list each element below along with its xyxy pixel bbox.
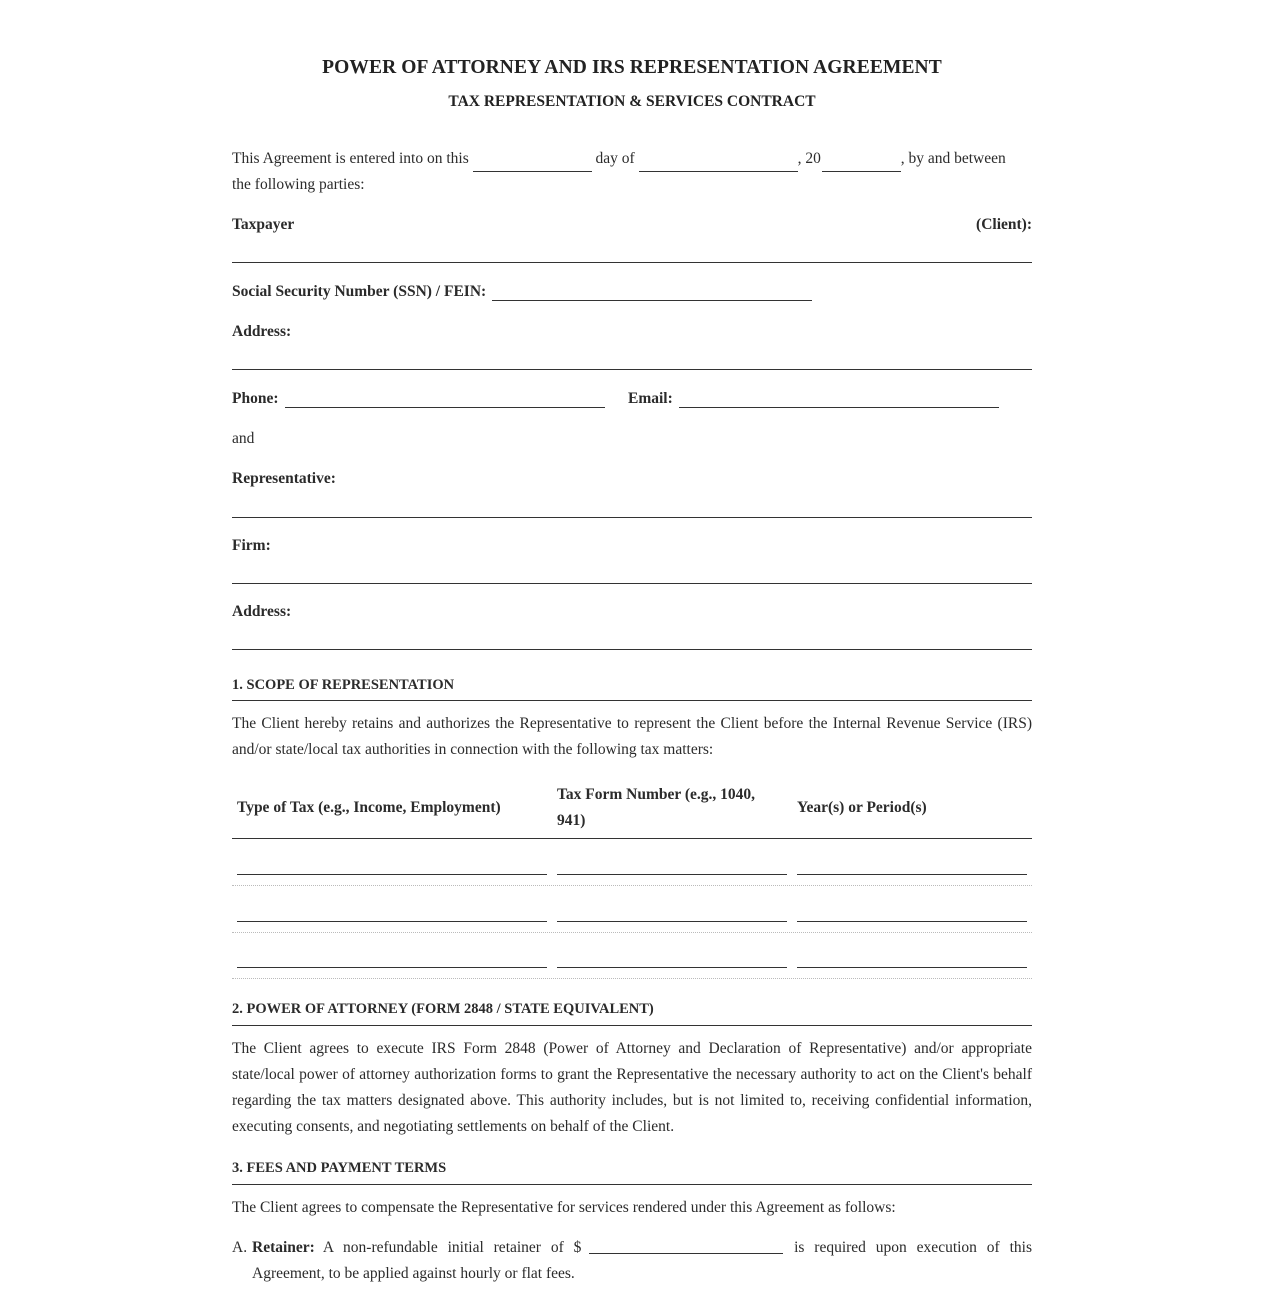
table-row-divider xyxy=(232,885,1032,886)
intro-text-2: day of xyxy=(595,150,635,167)
retainer-text-2: is required upon execution of this xyxy=(794,1239,1032,1256)
taxpayer-name-field[interactable] xyxy=(232,262,1032,263)
section-2-rule xyxy=(232,1025,1032,1026)
representative-label: Representative: xyxy=(232,470,336,487)
table-cell-type-1[interactable] xyxy=(237,874,547,875)
section-3-heading: 3. FEES AND PAYMENT TERMS xyxy=(232,1160,447,1176)
item-a-marker: A. xyxy=(232,1239,248,1256)
table-cell-year-1[interactable] xyxy=(797,874,1027,875)
table-header-form: Tax Form Number (e.g., 1040, 941) xyxy=(557,786,756,829)
taxpayer-label: Taxpayer xyxy=(232,216,295,233)
email-row xyxy=(628,389,999,408)
section-2-heading: 2. POWER OF ATTORNEY (FORM 2848 / STATE EQUIVALENT) xyxy=(232,1001,654,1017)
section-1-rule xyxy=(232,700,1032,701)
table-cell-year-2[interactable] xyxy=(797,921,1027,922)
table-cell-type-2[interactable] xyxy=(237,921,547,922)
item-a-line-1 xyxy=(252,1235,1032,1261)
item-a-text-wrap xyxy=(323,1235,1032,1261)
section-2-body: The Client agrees to execute IRS Form 2848 (Power of Attorney and Declaration of Representative) and/or appropriate state/local power of attorney authorization forms to grant the Representative the necessary authority to act on the Client's behalf regarding the tax matters designated above. This authority includes, but is not limited to, receiving confidential information, executing consents, and negotiating settlements on behalf of the Client. xyxy=(232,1040,1032,1135)
firm-field[interactable] xyxy=(232,583,1032,584)
day-blank[interactable] xyxy=(473,153,592,172)
client-address-field[interactable] xyxy=(232,369,1032,370)
ssn-field[interactable] xyxy=(492,282,812,301)
table-row-divider xyxy=(232,932,1032,933)
item-a-line-2: Agreement, to be applied against hourly or flat fees. xyxy=(252,1265,575,1282)
email-field[interactable] xyxy=(679,389,999,408)
intro-text-4: , by and between xyxy=(900,150,1006,167)
table-cell-form-2[interactable] xyxy=(557,921,787,922)
section-1-heading: 1. SCOPE OF REPRESENTATION xyxy=(232,677,455,693)
client-address-label: Address: xyxy=(232,323,292,340)
firm-label: Firm: xyxy=(232,537,271,554)
intro-text-1: This Agreement is entered into on this xyxy=(232,150,469,167)
phone-row xyxy=(232,389,605,408)
table-cell-form-3[interactable] xyxy=(557,967,787,968)
representative-field[interactable] xyxy=(232,517,1032,518)
document-title: POWER OF ATTORNEY AND IRS REPRESENTATION AGREEMENT xyxy=(322,57,942,78)
intro-text-3: , 20 xyxy=(797,150,821,167)
section-3-rule xyxy=(232,1184,1032,1185)
table-header-rule xyxy=(232,838,1032,839)
ssn-row xyxy=(232,282,812,301)
rep-address-field[interactable] xyxy=(232,649,1032,650)
retainer-text-1: A non-refundable initial retainer of $ xyxy=(322,1239,582,1256)
section-3-body: The Client agrees to compensate the Representative for services rendered under this Agreement as follows: xyxy=(232,1199,896,1216)
retainer-amount-field[interactable] xyxy=(589,1235,783,1254)
email-label: Email: xyxy=(628,390,673,407)
table-header-type: Type of Tax (e.g., Income, Employment) xyxy=(237,799,501,816)
year-blank[interactable] xyxy=(822,153,901,172)
intro-line xyxy=(232,146,1032,172)
phone-label: Phone: xyxy=(232,390,279,407)
table-row-divider xyxy=(232,978,1032,979)
table-cell-form-1[interactable] xyxy=(557,874,787,875)
month-blank[interactable] xyxy=(639,153,798,172)
section-1-body: The Client hereby retains and authorizes the Representative to represent the Client before the Internal Revenue Service (IRS) and/or state/local tax authorities in connection with the following tax matters: xyxy=(232,715,1032,758)
table-header-year: Year(s) or Period(s) xyxy=(797,799,927,816)
intro-line-2: the following parties: xyxy=(232,176,365,193)
client-label: (Client): xyxy=(976,216,1032,233)
retainer-label: Retainer: xyxy=(252,1239,315,1256)
table-cell-year-3[interactable] xyxy=(797,967,1027,968)
rep-address-label: Address: xyxy=(232,603,292,620)
ssn-label: Social Security Number (SSN) / FEIN: xyxy=(232,283,487,300)
phone-field[interactable] xyxy=(285,389,605,408)
and-text: and xyxy=(232,430,255,447)
table-cell-type-3[interactable] xyxy=(237,967,547,968)
document-subtitle: TAX REPRESENTATION & SERVICES CONTRACT xyxy=(448,93,816,110)
